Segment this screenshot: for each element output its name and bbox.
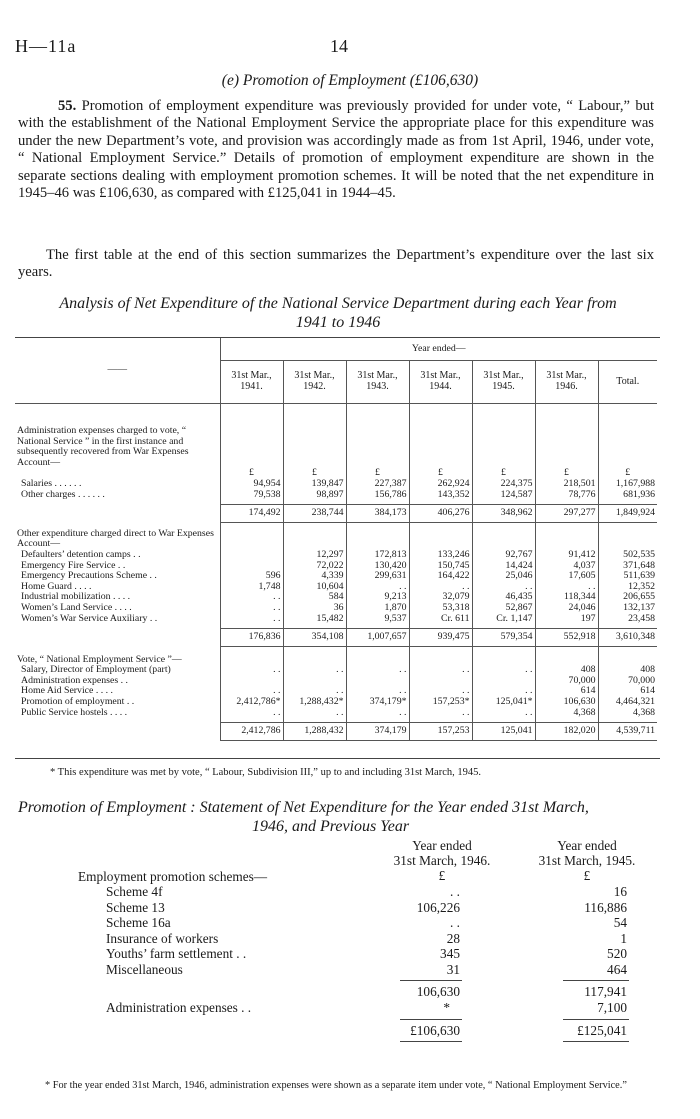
table2-footnote-text: * For the year ended 31st March, 1946, administration expenses were shown as a separate item under vote, “ National Employment Service.” bbox=[45, 1080, 627, 1091]
table-row bbox=[15, 708, 657, 719]
table1-group1-cell: 227,387 bbox=[346, 479, 409, 490]
table2-title bbox=[18, 798, 668, 836]
table1-group3-cell: . . bbox=[346, 708, 409, 719]
table1-spacer-cell bbox=[409, 646, 472, 655]
table1-group3-cell: . . bbox=[472, 686, 535, 697]
table2-subtotal-1946: 106,630 bbox=[416, 984, 460, 999]
page-number: 14 bbox=[330, 36, 348, 56]
table1-group1-cell: 94,954 bbox=[220, 479, 283, 490]
table2-value-1945: 1 bbox=[620, 930, 627, 946]
table1-group2-label-row bbox=[15, 529, 657, 550]
table1-group3-row-label: Administration expenses . . bbox=[21, 674, 128, 686]
table1-spacer-cell bbox=[535, 646, 598, 655]
table1-group2-cell: 172,813 bbox=[346, 550, 409, 561]
table1-currency-mark: £ bbox=[535, 468, 598, 479]
table2-row-label: Youths’ farm settlement . . bbox=[106, 946, 247, 961]
table2-row-label: Miscellaneous bbox=[106, 961, 183, 977]
table1-empty-cell bbox=[535, 529, 598, 550]
table1-title bbox=[18, 294, 658, 332]
table1-group2-cell: 14,424 bbox=[472, 561, 535, 572]
table1-group2-label: Other expenditure charged direct to War Expenses Account— bbox=[17, 527, 214, 550]
table2-row-label: Scheme 4f bbox=[106, 884, 163, 899]
table1-group2-cell: . . bbox=[220, 603, 283, 614]
table1-group2-cell: 32,079 bbox=[409, 592, 472, 603]
table1-group1-total-label-empty bbox=[15, 505, 220, 523]
table1-group2-cell: 46,435 bbox=[472, 592, 535, 603]
table1-group3-total-cell: 1,288,432 bbox=[283, 723, 346, 741]
table1-group1-label-row bbox=[15, 426, 657, 468]
table1-group3-cell: 408 bbox=[535, 665, 598, 676]
table1-group1-label: Administration expenses charged to vote, “ National Service ” in the first instance and subsequently recovered from War Expenses Account— bbox=[17, 425, 189, 468]
table1-group1-cell: 143,352 bbox=[409, 490, 472, 501]
table1-spacer-cell bbox=[472, 646, 535, 655]
table1-group2-row-label: Emergency Precautions Scheme . . bbox=[21, 570, 157, 582]
table2-total-underline-1946 bbox=[400, 1041, 462, 1042]
table1-group2-cell: Cr. 611 bbox=[409, 614, 472, 625]
table1-empty-cell bbox=[283, 426, 346, 468]
table1-spacer-cell bbox=[283, 404, 346, 427]
table1-group3-cell: 4,368 bbox=[598, 708, 657, 719]
table1-group3-cell: 1,288,432* bbox=[283, 697, 346, 708]
table1-spacer-cell bbox=[15, 404, 220, 427]
table2-group-label: Employment promotion schemes— bbox=[78, 869, 268, 884]
table1-group2-cell: 584 bbox=[283, 592, 346, 603]
table1-group2-cell: 53,318 bbox=[409, 603, 472, 614]
table1-group2-cell: 17,605 bbox=[535, 571, 598, 582]
table2-title-line1: Promotion of Employment : Statement of Net Expenditure for the Year ended 31st March, bbox=[18, 799, 589, 816]
expenditure-analysis-table bbox=[15, 338, 657, 741]
table1-group2-cell: Cr. 1,147 bbox=[472, 614, 535, 625]
table2-value-1945: 520 bbox=[607, 946, 627, 961]
table2-value-1946: 106,226 bbox=[416, 899, 460, 915]
table1-spacer-cell bbox=[535, 404, 598, 427]
table1-group3-total-row bbox=[15, 723, 657, 741]
table1-group2-row-label: Women’s War Service Auxiliary . . bbox=[21, 612, 158, 624]
table2-group-row bbox=[0, 869, 700, 885]
table2-subtotal-rule-1945 bbox=[563, 980, 629, 981]
table1-group3-cell: . . bbox=[409, 708, 472, 719]
table1-group1-total-cell: 297,277 bbox=[535, 505, 598, 523]
table1-spacer-cell bbox=[598, 404, 657, 427]
table1-group2-cell: 132,137 bbox=[598, 603, 657, 614]
table1-group3-cell: 125,041* bbox=[472, 697, 535, 708]
table1-group2-total-cell: 939,475 bbox=[409, 629, 472, 647]
table1-year-header: Year ended— bbox=[220, 338, 657, 361]
table1-group3-cell: . . bbox=[346, 665, 409, 676]
table1-group3-label: Vote, “ National Employment Service ”— bbox=[17, 653, 182, 665]
table1-group3-total-cell: 374,179 bbox=[346, 723, 409, 741]
table1-empty-cell bbox=[472, 529, 535, 550]
table1-group3-cell: 4,464,321 bbox=[598, 697, 657, 708]
table1-empty-cell bbox=[409, 426, 472, 468]
table-row bbox=[15, 614, 657, 625]
table1-group2-total-row bbox=[15, 629, 657, 647]
paragraph-number: 55. bbox=[58, 98, 77, 114]
table1-group3-cell: . . bbox=[472, 665, 535, 676]
table1-group1-cell: 139,847 bbox=[283, 479, 346, 490]
table2-value-1946: 28 bbox=[446, 930, 460, 946]
table2-value-1946: . . bbox=[450, 915, 460, 930]
table2-total-1945: £125,041 bbox=[577, 1022, 627, 1038]
table1-group3-row-label: Public Service hostels . . . . bbox=[21, 706, 128, 718]
table1-currency-mark: £ bbox=[346, 468, 409, 479]
table2-col1-header-line: 31st March, 1946. bbox=[393, 853, 491, 868]
table1-group2-cell: . . bbox=[220, 614, 283, 625]
table1-group2-cell: . . bbox=[409, 582, 472, 593]
table1-group2-cell: 118,344 bbox=[535, 592, 598, 603]
table-row bbox=[0, 962, 700, 978]
table1-bottom-rule bbox=[15, 758, 660, 759]
table1-spacer-row bbox=[15, 404, 657, 427]
table1-group2-cell: 24,046 bbox=[535, 603, 598, 614]
table1-title-line1: Analysis of Net Expenditure of the National Service Department during each Year from bbox=[59, 295, 617, 312]
table-row bbox=[15, 603, 657, 614]
table2-col1-header-line: Year ended bbox=[412, 838, 472, 853]
table1-footnote: * This expenditure was met by vote, “ Labour, Subdivision III,” up to and including 31st March, 1945. bbox=[50, 767, 481, 778]
table1-group1-cell: 1,167,988 bbox=[598, 479, 657, 490]
table1-group2-cell: 92,767 bbox=[472, 550, 535, 561]
table1-group2-total-cell: 552,918 bbox=[535, 629, 598, 647]
table1-group1-total-cell: 348,962 bbox=[472, 505, 535, 523]
table1-group2-cell bbox=[220, 550, 283, 561]
table1-empty-cell bbox=[346, 426, 409, 468]
table1-group1-cell: 218,501 bbox=[535, 479, 598, 490]
table2-col1-header-line: £ bbox=[438, 868, 446, 883]
table1-currency-mark: £ bbox=[598, 468, 657, 479]
table1-empty-cell bbox=[220, 426, 283, 468]
table1-group2-cell: 9,537 bbox=[346, 614, 409, 625]
table1-group2-cell: 36 bbox=[283, 603, 346, 614]
table1-spacer-cell bbox=[283, 646, 346, 655]
table1-spacer-cell bbox=[346, 646, 409, 655]
table2-footnote bbox=[15, 1080, 685, 1093]
table1-group2-cell: 206,655 bbox=[598, 592, 657, 603]
table2-admin-1945: 7,100 bbox=[597, 999, 627, 1015]
table1-group3-cell: 2,412,786* bbox=[220, 697, 283, 708]
table1-group3-row-label: Salary, Director of Employment (part) bbox=[21, 664, 171, 676]
table1-group2-total-cell: 176,836 bbox=[220, 629, 283, 647]
table1-group3-cell: . . bbox=[220, 665, 283, 676]
table1-group2-cell: 1,870 bbox=[346, 603, 409, 614]
table1-group3-total-cell: 182,020 bbox=[535, 723, 598, 741]
table1-group3-cell: 408 bbox=[598, 665, 657, 676]
table1-blank-header: —— bbox=[15, 338, 220, 404]
table1-empty-cell bbox=[220, 529, 283, 550]
table1-group2-row-label: Women’s Land Service . . . . bbox=[21, 601, 132, 613]
table1-empty-cell bbox=[598, 426, 657, 468]
table1-empty-cell bbox=[346, 529, 409, 550]
paragraph-55-text: Promotion of employment expenditure was previously provided for under vote, “ Labour,” but with the establishment of the National Employment Service the appropriate place for this expenditure was under the new Department’s vote, and provision was accordingly made as from 1st April, 1946, under vote, “ National Employment Service.” Details of promotion of employment expenditure are shown in the separate sections dealing with employment promotion schemes. It will be noted that the net expenditure in 1945–46 was £106,630, as compared with £125,041 in 1944–45. bbox=[18, 98, 654, 202]
table2-subtotal-rule-1946 bbox=[400, 980, 462, 981]
table1-group1-row-label: Salaries . . . . . . bbox=[21, 477, 82, 489]
table1-group3-total-cell: 2,412,786 bbox=[220, 723, 283, 741]
table1-group2-cell: 52,867 bbox=[472, 603, 535, 614]
table1-group3-cell: . . bbox=[283, 708, 346, 719]
table1-group1-cell: 98,897 bbox=[283, 490, 346, 501]
paragraph-55 bbox=[18, 98, 654, 202]
table-row bbox=[15, 479, 657, 490]
table1-group2-cell: . . bbox=[346, 582, 409, 593]
table1-group3-cell: . . bbox=[346, 686, 409, 697]
table1-group2-cell: 133,246 bbox=[409, 550, 472, 561]
table2-admin-label: Administration expenses . . bbox=[106, 999, 252, 1015]
table1-group2-cell: 596 bbox=[220, 571, 283, 582]
table1-group1-cell: 124,587 bbox=[472, 490, 535, 501]
table1-group1-total-cell: 1,849,924 bbox=[598, 505, 657, 523]
table1-group2-cell: 164,422 bbox=[409, 571, 472, 582]
table1-header-row bbox=[15, 338, 657, 361]
table2-row-label: Insurance of workers bbox=[106, 930, 219, 946]
table1-empty-cell bbox=[535, 426, 598, 468]
table1-group3-cell: 4,368 bbox=[535, 708, 598, 719]
table1-group2-total-cell: 1,007,657 bbox=[346, 629, 409, 647]
table1-empty-cell bbox=[472, 426, 535, 468]
table1-spacer-cell bbox=[220, 646, 283, 655]
table1-spacer-cell bbox=[409, 404, 472, 427]
table2-total-rule-1946 bbox=[400, 1019, 462, 1020]
table-row bbox=[0, 900, 700, 916]
paragraph-summary bbox=[18, 247, 654, 282]
table2-row-label: Scheme 16a bbox=[106, 915, 171, 930]
document-reference: H—11a bbox=[15, 36, 77, 56]
table2-value-1945: 16 bbox=[613, 884, 627, 899]
table-row bbox=[15, 490, 657, 501]
table1-group2-cell: . . bbox=[535, 582, 598, 593]
table1-group3-total-cell: 4,539,711 bbox=[598, 723, 657, 741]
table1-empty-cell bbox=[283, 529, 346, 550]
table2-subtotal-1945: 117,941 bbox=[584, 984, 627, 999]
table1-group2-row-label: Home Guard . . . . bbox=[21, 580, 92, 592]
table1-column-header: 31st Mar., 1945. bbox=[472, 361, 535, 404]
table1-spacer-cell bbox=[346, 404, 409, 427]
table1-group3-cell: . . bbox=[220, 708, 283, 719]
table1-group1-cell: 156,786 bbox=[346, 490, 409, 501]
table2-col2-header-line: Year ended bbox=[557, 838, 617, 853]
table1-group1-cell: 79,538 bbox=[220, 490, 283, 501]
table1-currency-mark: £ bbox=[220, 468, 283, 479]
table1-group3-row-label: Home Aid Service . . . . bbox=[21, 685, 113, 697]
table1-group2-cell: 4,037 bbox=[535, 561, 598, 572]
table1-column-header: Total. bbox=[598, 361, 657, 404]
table1-currency-mark: £ bbox=[283, 468, 346, 479]
table1-group2-cell: 12,297 bbox=[283, 550, 346, 561]
table1-column-header: 31st Mar., 1942. bbox=[283, 361, 346, 404]
table1-group2-cell: 130,420 bbox=[346, 561, 409, 572]
table1-group2-cell: 23,458 bbox=[598, 614, 657, 625]
table1-group2-cell: 4,339 bbox=[283, 571, 346, 582]
table1-group1-cell: 78,776 bbox=[535, 490, 598, 501]
table1-group1-total-row bbox=[15, 505, 657, 523]
table-row bbox=[15, 550, 657, 561]
table2-total-1946: £106,630 bbox=[410, 1022, 460, 1038]
table-row bbox=[0, 946, 700, 962]
table2-subtotal-row bbox=[0, 984, 700, 1000]
table1-column-header: 31st Mar., 1943. bbox=[346, 361, 409, 404]
table1-group3-cell: 374,179* bbox=[346, 697, 409, 708]
table1-group2-cell: 25,046 bbox=[472, 571, 535, 582]
table1-group3-total-cell: 157,253 bbox=[409, 723, 472, 741]
table1-group2-cell: 299,631 bbox=[346, 571, 409, 582]
table1-group1-cell: 262,924 bbox=[409, 479, 472, 490]
table1-group3-total-label-empty bbox=[15, 723, 220, 741]
paragraph-summary-text: The first table at the end of this section summarizes the Department’s expenditure over the last six years. bbox=[18, 247, 654, 281]
table1-spacer-cell bbox=[220, 404, 283, 427]
table1-group3-cell: 157,253* bbox=[409, 697, 472, 708]
table1-currency-mark: £ bbox=[472, 468, 535, 479]
table1-currency-mark: £ bbox=[409, 468, 472, 479]
table1-group1-cell: 224,375 bbox=[472, 479, 535, 490]
table1-group2-cell: 1,748 bbox=[220, 582, 283, 593]
table2-admin-row bbox=[0, 1000, 700, 1016]
table1-group1-total-cell: 174,492 bbox=[220, 505, 283, 523]
table1-group2-total-label-empty bbox=[15, 629, 220, 647]
table1-empty-cell bbox=[598, 529, 657, 550]
table1-group1-cell: 681,936 bbox=[598, 490, 657, 501]
table1-group2-cell: 15,482 bbox=[283, 614, 346, 625]
table2-total-rule-1945 bbox=[563, 1019, 629, 1020]
table1-group3-row-label: Promotion of employment . . bbox=[21, 696, 135, 708]
table1-group3-cell: 614 bbox=[535, 686, 598, 697]
table1-group2-total-cell: 579,354 bbox=[472, 629, 535, 647]
table1-group1-row-label: Other charges . . . . . . bbox=[21, 488, 105, 500]
table1-group2-cell: . . bbox=[220, 592, 283, 603]
table1-group2-cell: 197 bbox=[535, 614, 598, 625]
table1-group1-total-cell: 238,744 bbox=[283, 505, 346, 523]
table2-value-1945: 54 bbox=[613, 915, 627, 930]
table2-admin-1946: * bbox=[443, 999, 450, 1015]
table1-group3-cell: . . bbox=[283, 665, 346, 676]
table2-value-1945: 116,886 bbox=[584, 899, 627, 915]
table1-group1-total-cell: 384,173 bbox=[346, 505, 409, 523]
table1-group2-cell: 72,022 bbox=[283, 561, 346, 572]
table1-group2-row-label: Industrial mobilization . . . . bbox=[21, 591, 131, 603]
table1-group3-cell: . . bbox=[220, 686, 283, 697]
table1-group2-total-cell: 354,108 bbox=[283, 629, 346, 647]
table1-group3-cell: 70,000 bbox=[535, 676, 598, 687]
table1-group3-total-cell: 125,041 bbox=[472, 723, 535, 741]
table1-group3-cell: . . bbox=[409, 665, 472, 676]
table1-group1-total-cell: 406,276 bbox=[409, 505, 472, 523]
table2-col2-header-line: 31st March, 1945. bbox=[538, 853, 636, 868]
table-row bbox=[0, 884, 700, 900]
table1-group3-cell: . . bbox=[472, 708, 535, 719]
table2-value-1945: 464 bbox=[607, 961, 627, 977]
table2-value-1946: . . bbox=[450, 884, 460, 899]
table2-title-line2: 1946, and Previous Year bbox=[252, 818, 410, 835]
table2-value-1946: 31 bbox=[446, 961, 460, 977]
table1-group2-row-label: Emergency Fire Service . . bbox=[21, 559, 126, 571]
table1-group2-total-cell: 3,610,348 bbox=[598, 629, 657, 647]
table1-column-header: 31st Mar., 1946. bbox=[535, 361, 598, 404]
table-row bbox=[0, 931, 700, 947]
table1-group2-cell: 371,648 bbox=[598, 561, 657, 572]
table1-group3-cell: . . bbox=[283, 686, 346, 697]
table1-group2-cell: 10,604 bbox=[283, 582, 346, 593]
table1-column-header: 31st Mar., 1941. bbox=[220, 361, 283, 404]
table1-group3-cell: . . bbox=[409, 686, 472, 697]
table1-group2-cell: 150,745 bbox=[409, 561, 472, 572]
section-title: (e) Promotion of Employment (£106,630) bbox=[221, 72, 479, 89]
table1-group2-cell: 502,535 bbox=[598, 550, 657, 561]
table1-spacer-cell bbox=[598, 646, 657, 655]
table-row bbox=[0, 915, 700, 931]
table1-title-line2: 1941 to 1946 bbox=[295, 314, 381, 331]
table1-empty-cell bbox=[409, 529, 472, 550]
table1-group2-cell: 511,639 bbox=[598, 571, 657, 582]
table1-group3-cell: 70,000 bbox=[598, 676, 657, 687]
table2-total-underline-1945 bbox=[563, 1041, 629, 1042]
table2-col2-header-line: £ bbox=[583, 868, 591, 883]
table1-group2-row-label: Defaulters’ detention camps . . bbox=[21, 548, 141, 560]
table1-group2-cell: 9,213 bbox=[346, 592, 409, 603]
table1-group2-cell: 12,352 bbox=[598, 582, 657, 593]
table2-total-row bbox=[0, 1023, 700, 1039]
table1-group3-cell: 614 bbox=[598, 686, 657, 697]
table2-row-label: Scheme 13 bbox=[106, 899, 165, 915]
table1-group3-cell: 106,630 bbox=[535, 697, 598, 708]
table2-value-1946: 345 bbox=[440, 946, 460, 961]
table1-column-header: 31st Mar., 1944. bbox=[409, 361, 472, 404]
table1-spacer-cell bbox=[472, 404, 535, 427]
table1-group2-cell: . . bbox=[472, 582, 535, 593]
table1-group2-cell: 91,412 bbox=[535, 550, 598, 561]
